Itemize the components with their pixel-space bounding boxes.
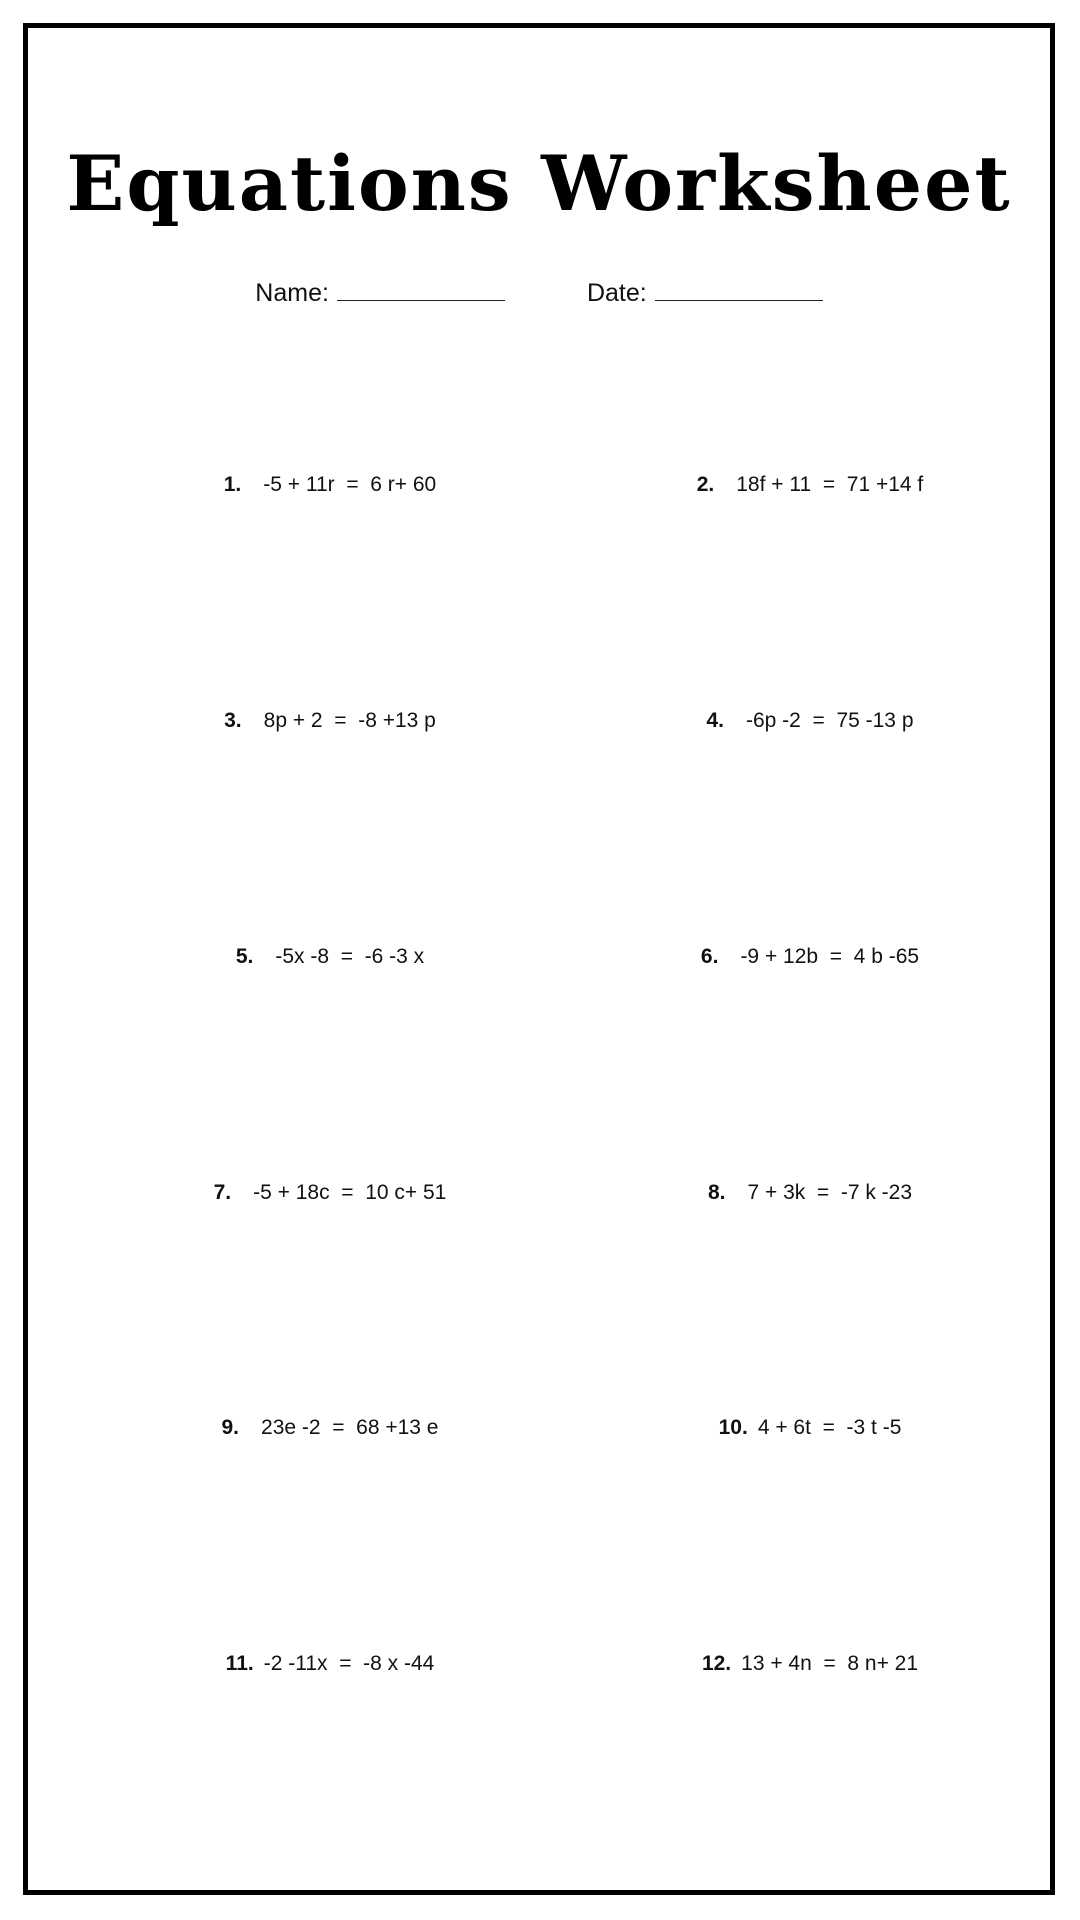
date-field: [587, 278, 823, 308]
problem-number: 1.: [223, 473, 242, 496]
problem-4: [570, 709, 1050, 733]
name-date-row: [28, 278, 1050, 308]
problem-equation: -5 + 11r = 6 r+ 60: [263, 473, 437, 496]
problem-number: 3.: [224, 709, 242, 732]
date-label: Date:: [586, 279, 647, 307]
problem-12: [570, 1652, 1050, 1676]
problem-10: [570, 1416, 1050, 1440]
problem-equation: 8p + 2 = -8 +13 p: [263, 709, 436, 732]
problem-1: [90, 473, 570, 497]
problem-number: 4.: [706, 709, 724, 732]
problem-number: 8.: [707, 1181, 726, 1204]
date-blank-line[interactable]: [655, 278, 823, 301]
problem-equation: -5x -8 = -6 -3 x: [275, 945, 425, 968]
problem-7: [90, 1181, 570, 1205]
problem-number: 7.: [213, 1181, 232, 1204]
problem-equation: 7 + 3k = -7 k -23: [747, 1181, 913, 1204]
problem-2: [570, 473, 1050, 497]
problem-number: 12.: [701, 1652, 732, 1675]
problem-equation: -2 -11x = -8 x -44: [263, 1652, 435, 1675]
problem-equation: 13 + 4n = 8 n+ 21: [741, 1652, 919, 1675]
problem-equation: 4 + 6t = -3 t -5: [757, 1416, 902, 1439]
worksheet-page: [23, 23, 1055, 1895]
problem-number: 10.: [718, 1416, 748, 1439]
name-blank-line[interactable]: [337, 278, 505, 301]
problem-number: 5.: [235, 945, 254, 968]
problem-number: 11.: [225, 1652, 254, 1675]
problem-equation: 18f + 11 = 71 +14 f: [736, 473, 924, 496]
problem-equation: -9 + 12b = 4 b -65: [740, 945, 920, 968]
problem-equation: -5 + 18c = 10 c+ 51: [253, 1181, 447, 1204]
problem-11: [90, 1652, 570, 1676]
page-title: Equations Worksheet: [66, 139, 1012, 228]
name-label: Name:: [255, 279, 329, 307]
problem-equation: 23e -2 = 68 +13 e: [261, 1416, 439, 1439]
problem-equation: -6p -2 = 75 -13 p: [745, 709, 914, 732]
problem-number: 6.: [700, 945, 719, 968]
problem-number: 9.: [221, 1416, 240, 1439]
problem-6: [570, 945, 1050, 969]
name-field: [255, 278, 505, 308]
problem-3: [90, 709, 570, 733]
problem-number: 2.: [696, 473, 715, 496]
problem-5: [90, 945, 570, 969]
problem-8: [570, 1181, 1050, 1205]
problem-9: [90, 1416, 570, 1440]
